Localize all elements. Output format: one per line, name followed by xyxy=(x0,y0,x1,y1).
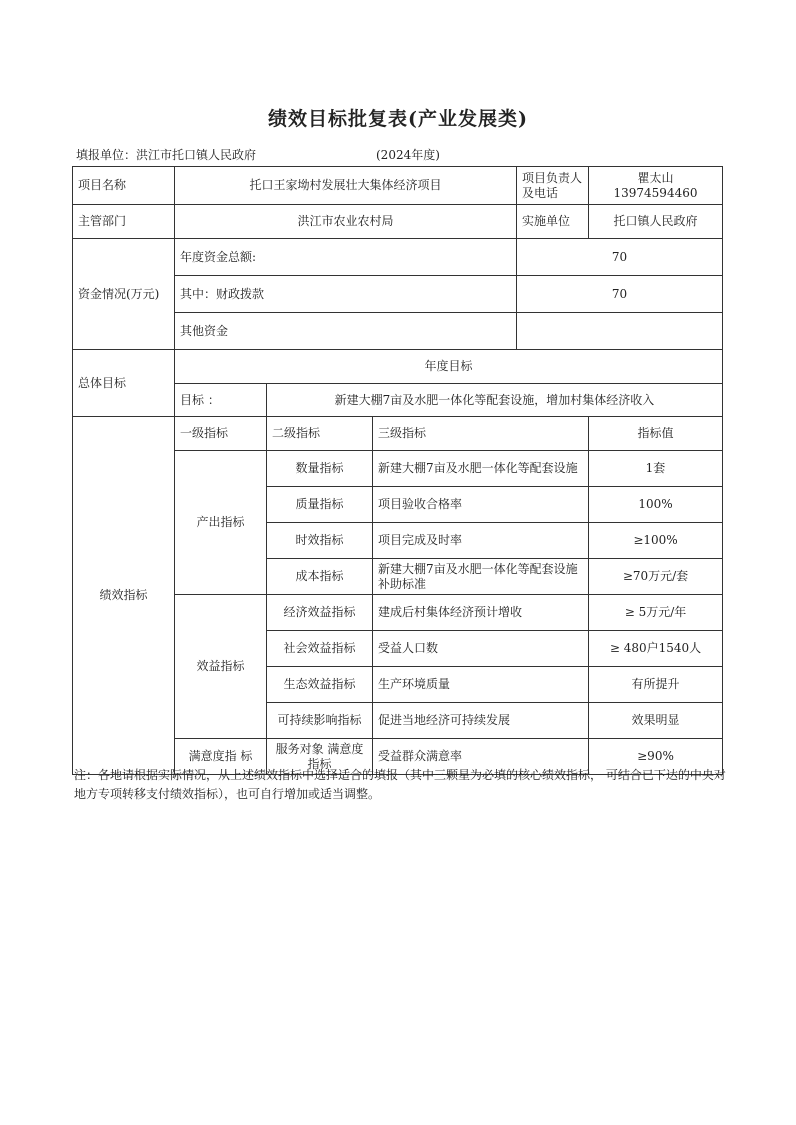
satisfaction-l3: 受益群众满意率 xyxy=(373,739,589,775)
output-l3: 项目完成及时率 xyxy=(373,523,589,559)
benefit-value: 有所提升 xyxy=(589,667,723,703)
overall-header-row xyxy=(73,350,723,384)
funds-other-value xyxy=(517,313,723,350)
project-row xyxy=(73,167,723,205)
benefit-value: ≥ 5万元/年 xyxy=(589,595,723,631)
funds-other-label: 其他资金 xyxy=(175,313,517,350)
satisfaction-label: 满意度指 标 xyxy=(175,739,267,775)
perf-label: 绩效指标 xyxy=(73,417,175,775)
benefit-label: 效益指标 xyxy=(175,595,267,739)
fill-unit: 填报单位：洪江市托口镇人民政府 xyxy=(76,148,257,162)
performance-table xyxy=(72,166,723,775)
header-level1: 一级指标 xyxy=(175,417,267,451)
impl-unit-value: 托口镇人民政府 xyxy=(589,205,723,239)
footnote: 注：各地请根据实际情况，从上述绩效指标中选择适合的填报（其中三颗星为必填的核心绩效指标， 可结合已下达的中央对地方专项转移支付绩效指标），也可自行增加或适当调整。 xyxy=(74,768,726,801)
output-value: 1套 xyxy=(589,451,723,487)
dept-value: 洪江市农业农村局 xyxy=(175,205,517,239)
annual-target-label: 年度目标 xyxy=(175,350,723,384)
output-l3: 新建大棚7亩及水肥一体化等配套设施补助标准 xyxy=(373,559,589,595)
output-value: 100% xyxy=(589,487,723,523)
output-l2: 数量指标 xyxy=(267,451,373,487)
output-value: ≥70万元/套 xyxy=(589,559,723,595)
output-l2: 质量指标 xyxy=(267,487,373,523)
dept-row xyxy=(73,205,723,239)
page-title: 绩效目标批复表(产业发展类) xyxy=(268,108,528,130)
benefit-l3: 建成后村集体经济预计增收 xyxy=(373,595,589,631)
benefit-l3: 生产环境质量 xyxy=(373,667,589,703)
header-level2: 二级指标 xyxy=(267,417,373,451)
dept-label: 主管部门 xyxy=(73,205,175,239)
benefit-l2: 经济效益指标 xyxy=(267,595,373,631)
output-l3: 项目验收合格率 xyxy=(373,487,589,523)
header-value: 指标值 xyxy=(589,417,723,451)
benefit-value: ≥ 480户1540人 xyxy=(589,631,723,667)
satisfaction-value: ≥90% xyxy=(589,739,723,775)
impl-unit-label: 实施单位 xyxy=(517,205,589,239)
funds-label: 资金情况(万元) xyxy=(73,239,175,350)
benefit-l2: 可持续影响指标 xyxy=(267,703,373,739)
funds-fiscal-label: 其中：财政拨款 xyxy=(175,276,517,313)
funds-total-label: 年度资金总额: xyxy=(175,239,517,276)
fiscal-year: (2024年度) xyxy=(376,148,440,162)
benefit-l2: 社会效益指标 xyxy=(267,631,373,667)
benefit-l2: 生态效益指标 xyxy=(267,667,373,703)
output-value: ≥100% xyxy=(589,523,723,559)
output-l3: 新建大棚7亩及水肥一体化等配套设施 xyxy=(373,451,589,487)
benefit-l3: 促进当地经济可持续发展 xyxy=(373,703,589,739)
output-label: 产出指标 xyxy=(175,451,267,595)
funds-total-value: 70 xyxy=(517,239,723,276)
project-name-label: 项目名称 xyxy=(73,167,175,205)
overall-label: 总体目标 xyxy=(73,350,175,417)
benefit-value: 效果明显 xyxy=(589,703,723,739)
funds-row-total xyxy=(73,239,723,276)
output-l2: 成本指标 xyxy=(267,559,373,595)
project-leader-value: 瞿太山 13974594460 xyxy=(589,167,723,205)
funds-fiscal-value: 70 xyxy=(517,276,723,313)
header-level3: 三级指标 xyxy=(373,417,589,451)
benefit-l3: 受益人口数 xyxy=(373,631,589,667)
perf-header-row xyxy=(73,417,723,451)
output-l2: 时效指标 xyxy=(267,523,373,559)
satisfaction-l2: 服务对象 满意度指标 xyxy=(267,739,373,775)
project-name-value: 托口王家坳村发展壮大集体经济项目 xyxy=(175,167,517,205)
project-leader-label: 项目负责人及电话 xyxy=(517,167,589,205)
target-value: 新建大棚7亩及水肥一体化等配套设施，增加村集体经济收入 xyxy=(267,384,723,417)
target-label: 目标 ： xyxy=(175,384,267,417)
